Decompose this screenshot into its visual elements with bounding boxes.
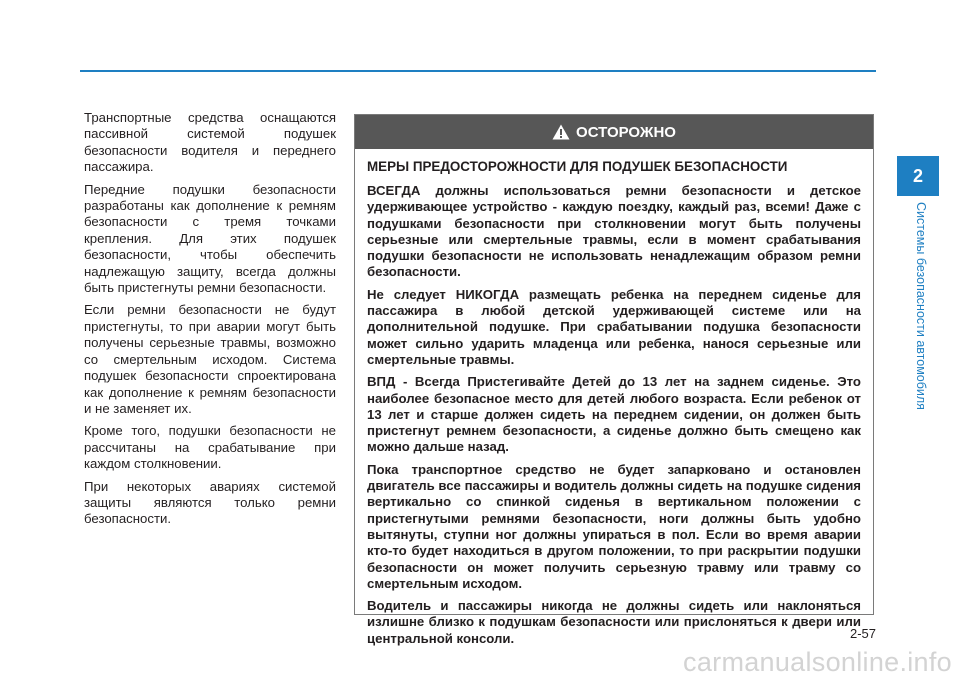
body-paragraph: Кроме того, подушки безопасности не рассчитаны на срабатывание при каждом столкновении. — [84, 423, 336, 472]
body-text-column — [84, 110, 336, 534]
warning-paragraph: ВСЕГДА должны использоваться ремни безопасности и детское удерживающее устройство - каждую поездку, каждый раз, всеми! Даже с подушками безопасности при столкновении могут быть получены серьезные или смертельные травмы, если в момент срабатывания подушки безопасности не использовать ненадлежащим образом ремни безопасности. — [367, 183, 861, 280]
warning-paragraph: Пока транспортное средство не будет запарковано и остановлен двигатель все пассажиры и водитель должны сидеть на подушке сидения вертикально со спинкой сиденья в вертикальном положении с пристегнутыми ремнями безопасности, ноги должны быть удобно вытянуты, ступни ног должны упираться в пол. Если во время аварии кто-то будет находиться в другом положении, то при раскрытии подушки безопасности он может получить серьезную травму или травму со смертельным исходом. — [367, 461, 861, 591]
warning-paragraph: Водитель и пассажиры никогда не должны сидеть или наклоняться излишне близко к подушкам безопасности или прислоняться к двери или центральной консоли. — [367, 598, 861, 646]
top-rule — [80, 70, 876, 72]
chapter-number-tab: 2 — [897, 156, 939, 196]
warning-triangle-icon — [552, 124, 570, 140]
warning-header — [355, 115, 873, 149]
warning-body — [355, 149, 873, 647]
body-paragraph: Транспортные средства оснащаются пассивной системой подушек безопасности водителя и переднего пассажира. — [84, 110, 336, 175]
warning-subheading: МЕРЫ ПРЕДОСТОРОЖНОСТИ ДЛЯ ПОДУШЕК БЕЗОПАСНОСТИ — [367, 159, 788, 174]
chapter-title: Системы безопасности автомобиля — [914, 202, 928, 410]
page-number: 2-57 — [849, 626, 876, 641]
warning-paragraph: ВПД - Всегда Пристегивайте Детей до 13 лет на заднем сиденье. Это наиболее безопасное место для детей любого возраста. Если ребенок от 13 лет и старше должен сидеть на переднем сидении, он должен быть пристегнут ремнем безопасности, а сиденье должно быть смещено как можно дальше назад. — [367, 374, 861, 455]
body-paragraph: Передние подушки безопасности разработаны как дополнение к ремням безопасности с тремя точками крепления. Для этих подушек безопасности, чтобы обеспечить надлежащую защиту, всегда должны быть пристегнуты ремни безопасности. — [84, 181, 336, 296]
body-paragraph: Если ремни безопасности не будут пристегнуты, то при аварии могут быть получены серьезные травмы, возможно со смертельным исходом. Система подушек безопасности спроектирована как дополнение к ремням безопасности и не заменяет их. — [84, 302, 336, 416]
body-paragraph: При некоторых авариях системой защиты являются только ремни безопасности. — [84, 478, 336, 527]
warning-paragraph: Не следует НИКОГДА размещать ребенка на переднем сиденье для пассажира в любой детской удерживающей системе или на дополнительной подушке. При срабатывании подушка безопасности может сильно ударить младенца или ребенка, нанося серьезные или смертельные травмы. — [367, 286, 861, 367]
watermark: carmanualsonline.info — [683, 647, 952, 677]
warning-title: ОСТОРОЖНО — [576, 123, 676, 141]
